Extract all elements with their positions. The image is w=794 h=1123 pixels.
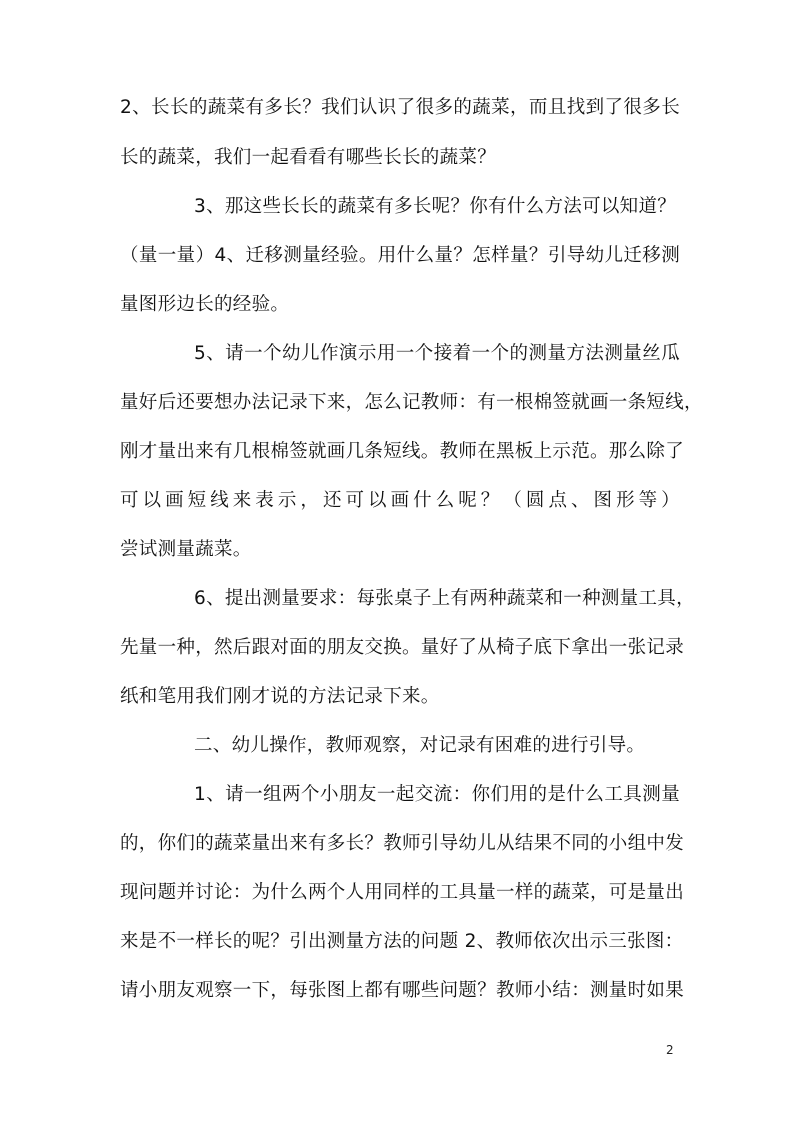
page-number: 2 xyxy=(666,1043,674,1057)
text-line: 的，你们的蔬菜量出来有多长？教师引导幼儿从结果不同的小组中发 xyxy=(120,833,685,854)
text-line: 量图形边长的经验。 xyxy=(120,294,290,315)
text-line: 纸和笔用我们刚才说的方法记录下来。 xyxy=(120,686,440,707)
text-line: 可以画短线来表示，还可以画什么呢？（圆点、图形等） xyxy=(120,490,680,511)
text-line: 来是不一样长的呢？引出测量方法的问题 2、教师依次出示三张图： xyxy=(120,931,684,952)
text-line: 5、请一个幼儿作演示用一个接着一个的测量方法测量丝瓜 xyxy=(194,343,680,364)
text-line: 现问题并讨论：为什么两个人用同样的工具量一样的蔬菜，可是量出 xyxy=(120,882,685,903)
text-line: 刚才量出来有几根棉签就画几条短线。教师在黑板上示范。那么除了 xyxy=(120,441,685,462)
text-line: 请小朋友观察一下，每张图上都有哪些问题？教师小结：测量时如果 xyxy=(120,980,685,1001)
text-line: 二、幼儿操作，教师观察，对记录有困难的进行引导。 xyxy=(194,735,646,756)
text-line: 2、长长的蔬菜有多长？我们认识了很多的蔬菜，而且找到了很多长 xyxy=(120,97,680,118)
text-line: 量好后还要想办法记录下来，怎么记教师：有一根棉签就画一条短线， xyxy=(120,392,703,413)
text-line: 长的蔬菜，我们一起看看有哪些长长的蔬菜？ xyxy=(120,147,497,168)
text-line: 1、请一组两个小朋友一起交流：你们用的是什么工具测量 xyxy=(194,784,680,805)
text-line: 3、那这些长长的蔬菜有多长呢？你有什么方法可以知道？ xyxy=(194,196,677,217)
text-line: 先量一种，然后跟对面的朋友交换。量好了从椅子底下拿出一张记录 xyxy=(120,637,685,658)
text-line: （量一量）4、迁移测量经验。用什么量？怎样量？引导幼儿迁移测 xyxy=(120,245,680,266)
text-line: 6、提出测量要求：每张桌子上有两种蔬菜和一种测量工具， xyxy=(194,588,695,609)
text-line: 尝试测量蔬菜。 xyxy=(120,539,252,560)
